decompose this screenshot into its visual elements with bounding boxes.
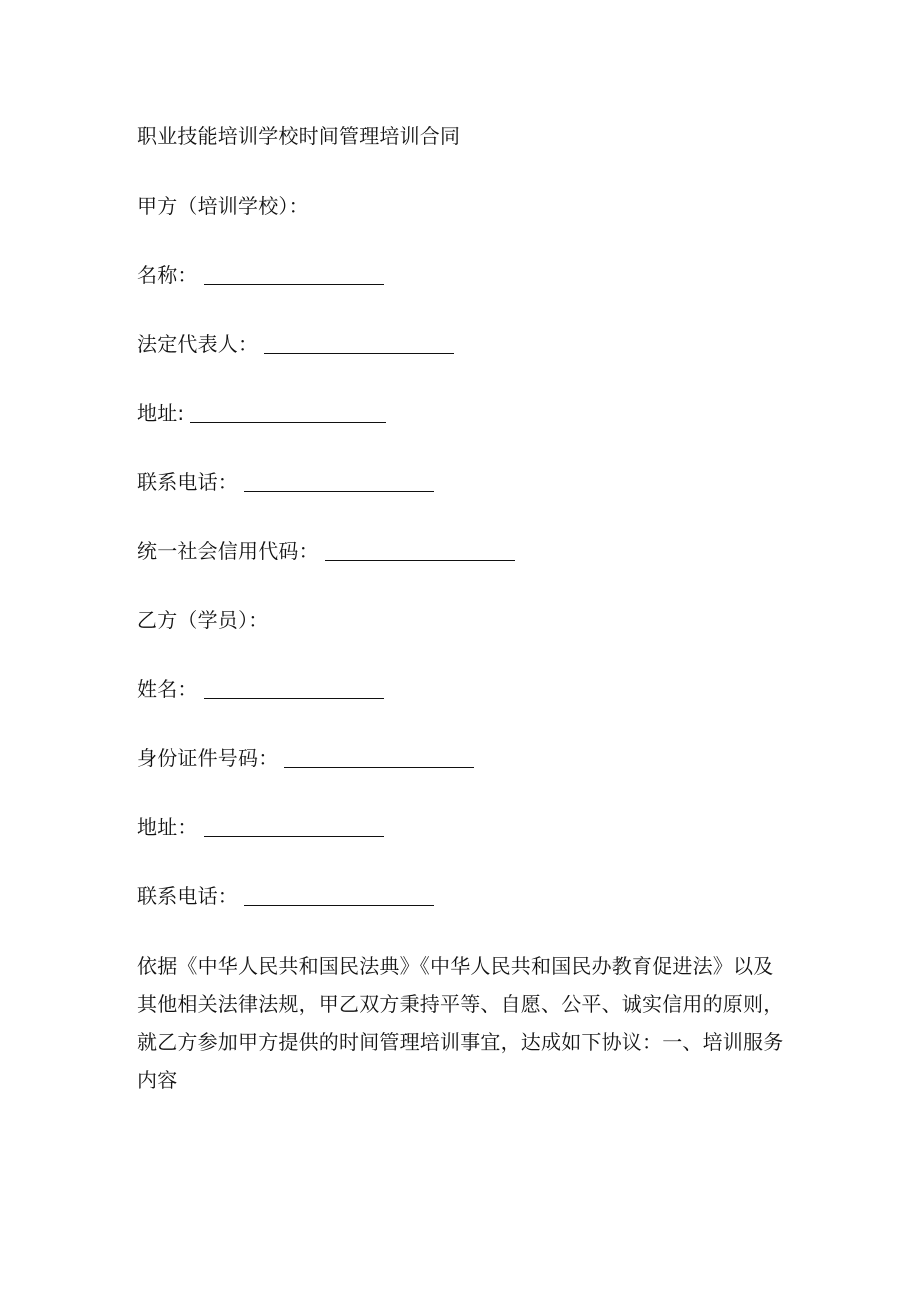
contract-intro-paragraph: 依据《中华人民共和国民法典》《中华人民共和国民办教育促进法》以及其他相关法律法规，甲乙双方秉持平等、自愿、公平、诚实信用的原则，就乙方参加甲方提供的时间管理培训事宜，达成如下协议：一、培训服务内容 (137, 954, 784, 1092)
party-b-phone-blank (244, 904, 434, 906)
party-a-representative-blank (264, 352, 454, 354)
party-b-address-label: 地址： (137, 815, 198, 839)
document-title (137, 124, 460, 148)
party-b-heading (137, 608, 268, 632)
party-b-name-row (137, 677, 384, 701)
party-a-heading-text: 甲方（培训学校）： (137, 194, 309, 218)
party-a-name-label: 名称： (137, 263, 198, 287)
party-a-name-blank (204, 283, 384, 285)
party-b-heading-text: 乙方（学员）： (137, 608, 269, 632)
party-b-address-row (137, 815, 384, 839)
party-a-phone-blank (244, 490, 434, 492)
party-a-address-blank (190, 421, 386, 423)
party-a-address-row (137, 401, 386, 425)
party-a-representative-label: 法定代表人： (137, 332, 259, 356)
party-b-name-blank (204, 697, 384, 699)
party-a-credit-code-blank (325, 559, 515, 561)
party-a-heading (137, 194, 309, 218)
title-text: 职业技能培训学校时间管理培训合同 (137, 124, 461, 148)
party-a-credit-code-row (137, 539, 515, 563)
party-a-phone-label: 联系电话： (137, 470, 238, 494)
party-b-name-label: 姓名： (137, 677, 198, 701)
party-b-address-blank (204, 835, 384, 837)
party-b-phone-label: 联系电话： (137, 884, 238, 908)
party-a-phone-row (137, 470, 434, 494)
party-b-id-blank (284, 766, 474, 768)
party-a-representative-row (137, 332, 454, 356)
party-b-id-label: 身份证件号码： (137, 746, 279, 770)
party-a-credit-code-label: 统一社会信用代码： (137, 539, 319, 563)
party-a-address-label: 地址: (137, 401, 185, 425)
party-a-name-row (137, 263, 384, 287)
party-b-id-row (137, 746, 474, 770)
party-b-phone-row (137, 884, 434, 908)
